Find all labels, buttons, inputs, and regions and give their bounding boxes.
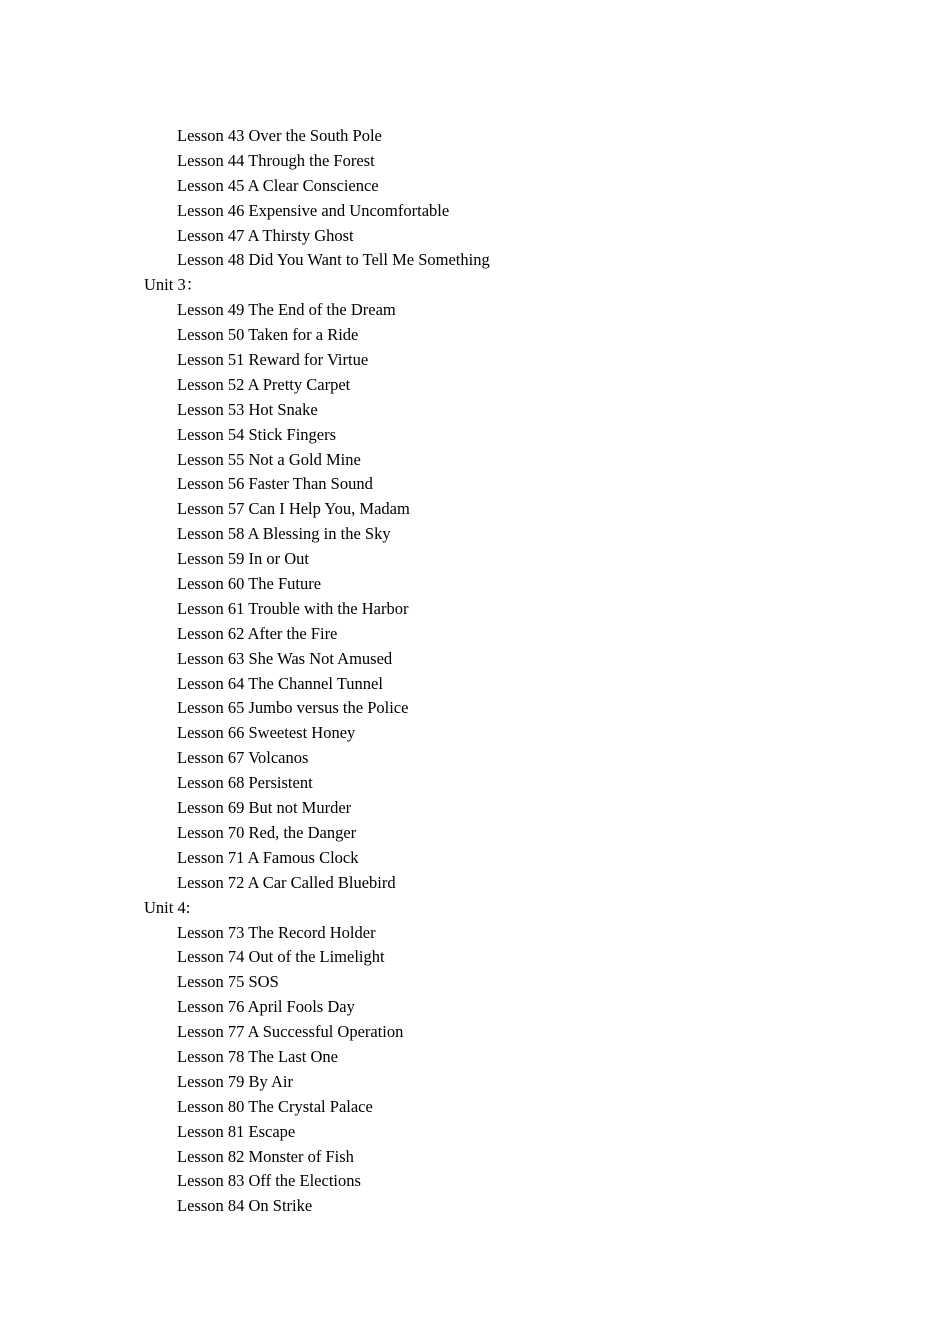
lesson-item: Lesson 84 On Strike bbox=[177, 1196, 313, 1216]
lesson-item: Lesson 57 Can I Help You, Madam bbox=[177, 499, 410, 519]
lesson-item: Lesson 54 Stick Fingers bbox=[177, 424, 337, 444]
lesson-item: Lesson 66 Sweetest Honey bbox=[177, 723, 356, 743]
lesson-item: Lesson 83 Off the Elections bbox=[177, 1171, 361, 1191]
lesson-item: Lesson 58 A Blessing in the Sky bbox=[177, 524, 391, 544]
lesson-item: Lesson 62 After the Fire bbox=[177, 623, 338, 643]
lesson-item: Lesson 44 Through the Forest bbox=[177, 150, 375, 170]
lesson-item: Lesson 55 Not a Gold Mine bbox=[177, 449, 361, 469]
lesson-item: Lesson 59 In or Out bbox=[177, 549, 309, 569]
lesson-item: Lesson 48 Did You Want to Tell Me Something bbox=[177, 250, 490, 270]
lesson-item: Lesson 76 April Fools Day bbox=[177, 997, 355, 1017]
lesson-item: Lesson 45 A Clear Conscience bbox=[177, 175, 379, 195]
lesson-item: Lesson 79 By Air bbox=[177, 1071, 293, 1091]
lesson-item: Lesson 65 Jumbo versus the Police bbox=[177, 698, 409, 718]
lesson-item: Lesson 81 Escape bbox=[177, 1121, 296, 1141]
lesson-item: Lesson 75 SOS bbox=[177, 972, 279, 992]
lesson-item: Lesson 70 Red, the Danger bbox=[177, 822, 357, 842]
lesson-item: Lesson 69 But not Murder bbox=[177, 798, 352, 818]
lesson-item: Lesson 80 The Crystal Palace bbox=[177, 1096, 373, 1116]
lesson-item: Lesson 78 The Last One bbox=[177, 1046, 338, 1066]
unit-heading: Unit 4: bbox=[144, 897, 191, 917]
lesson-item: Lesson 61 Trouble with the Harbor bbox=[177, 598, 409, 618]
lesson-item: Lesson 77 A Successful Operation bbox=[177, 1022, 404, 1042]
lesson-item: Lesson 68 Persistent bbox=[177, 773, 313, 793]
lesson-item: Lesson 67 Volcanos bbox=[177, 748, 309, 768]
lesson-item: Lesson 52 A Pretty Carpet bbox=[177, 374, 351, 394]
unit-heading: Unit 3： bbox=[144, 275, 203, 295]
lesson-item: Lesson 56 Faster Than Sound bbox=[177, 474, 373, 494]
lesson-item: Lesson 71 A Famous Clock bbox=[177, 847, 359, 867]
lesson-item: Lesson 63 She Was Not Amused bbox=[177, 648, 393, 668]
lesson-item: Lesson 51 Reward for Virtue bbox=[177, 350, 369, 370]
lesson-item: Lesson 73 The Record Holder bbox=[177, 922, 376, 942]
lesson-item: Lesson 72 A Car Called Bluebird bbox=[177, 872, 396, 892]
lesson-item: Lesson 60 The Future bbox=[177, 574, 322, 594]
lesson-item: Lesson 43 Over the South Pole bbox=[177, 126, 382, 145]
lesson-item: Lesson 46 Expensive and Uncomfortable bbox=[177, 200, 450, 220]
lesson-item: Lesson 49 The End of the Dream bbox=[177, 300, 396, 320]
lesson-item: Lesson 47 A Thirsty Ghost bbox=[177, 225, 354, 245]
lesson-item: Lesson 64 The Channel Tunnel bbox=[177, 673, 383, 693]
lesson-item: Lesson 82 Monster of Fish bbox=[177, 1146, 354, 1166]
lesson-item: Lesson 74 Out of the Limelight bbox=[177, 947, 385, 967]
lesson-item: Lesson 50 Taken for a Ride bbox=[177, 325, 359, 345]
lesson-item: Lesson 53 Hot Snake bbox=[177, 399, 318, 419]
lesson-list bbox=[144, 124, 844, 1219]
